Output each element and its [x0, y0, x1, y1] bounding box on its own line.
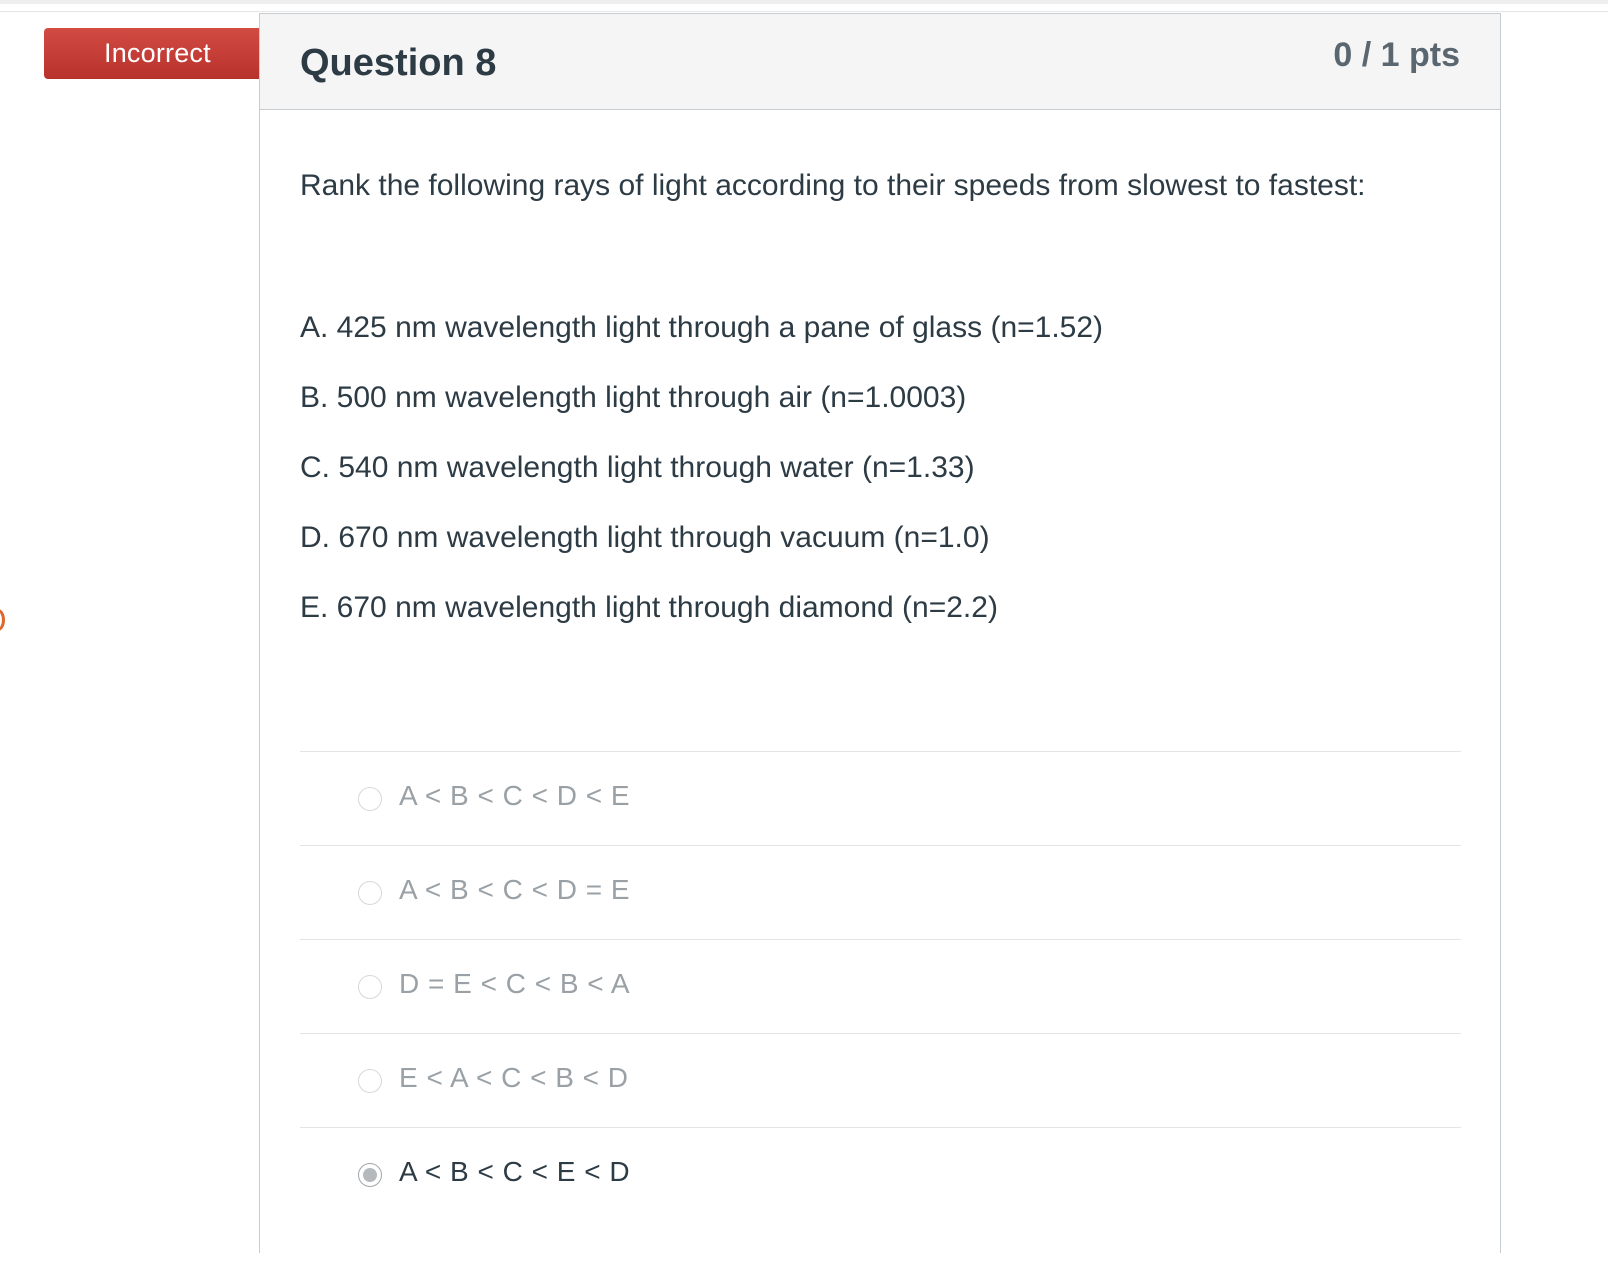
- answer-label: D = E < C < B < A: [399, 968, 631, 999]
- top-rule: [0, 0, 1608, 4]
- status-label: Incorrect: [104, 38, 211, 68]
- radio-button[interactable]: [358, 881, 382, 905]
- radio-button[interactable]: [358, 787, 382, 811]
- side-indicator-icon: [0, 609, 5, 631]
- top-divider: [0, 11, 1608, 12]
- answer-option-2[interactable]: [300, 845, 1461, 939]
- question-points: 0 / 1 pts: [1333, 36, 1460, 74]
- statement-item: B. 500 nm wavelength light through air (n=1.0003): [300, 381, 967, 414]
- question-title: Question 8: [300, 42, 497, 84]
- radio-button[interactable]: [358, 975, 382, 999]
- answer-option-4[interactable]: [300, 1033, 1461, 1127]
- question-header: [260, 14, 1500, 110]
- answer-label: A < B < C < E < D: [399, 1156, 631, 1187]
- answer-option-3[interactable]: [300, 939, 1461, 1033]
- answer-options: [300, 751, 1461, 1221]
- answer-label: A < B < C < D < E: [399, 780, 631, 811]
- incorrect-status-flag: [44, 28, 264, 79]
- statement-item: E. 670 nm wavelength light through diamond (n=2.2): [300, 591, 998, 624]
- answer-option-1[interactable]: [300, 751, 1461, 845]
- statement-item: A. 425 nm wavelength light through a pane of glass (n=1.52): [300, 311, 1104, 344]
- answer-option-5[interactable]: [300, 1127, 1461, 1221]
- statement-list: [300, 310, 1103, 660]
- answer-label: E < A < C < B < D: [399, 1062, 629, 1093]
- radio-button[interactable]: [358, 1069, 382, 1093]
- statement-item: D. 670 nm wavelength light through vacuum (n=1.0): [300, 521, 990, 554]
- question-card: [259, 13, 1501, 1253]
- question-prompt: Rank the following rays of light according to their speeds from slowest to fastest:: [300, 169, 1366, 202]
- radio-button-selected[interactable]: [358, 1163, 382, 1187]
- statement-item: C. 540 nm wavelength light through water (n=1.33): [300, 451, 975, 484]
- answer-label: A < B < C < D = E: [399, 874, 631, 905]
